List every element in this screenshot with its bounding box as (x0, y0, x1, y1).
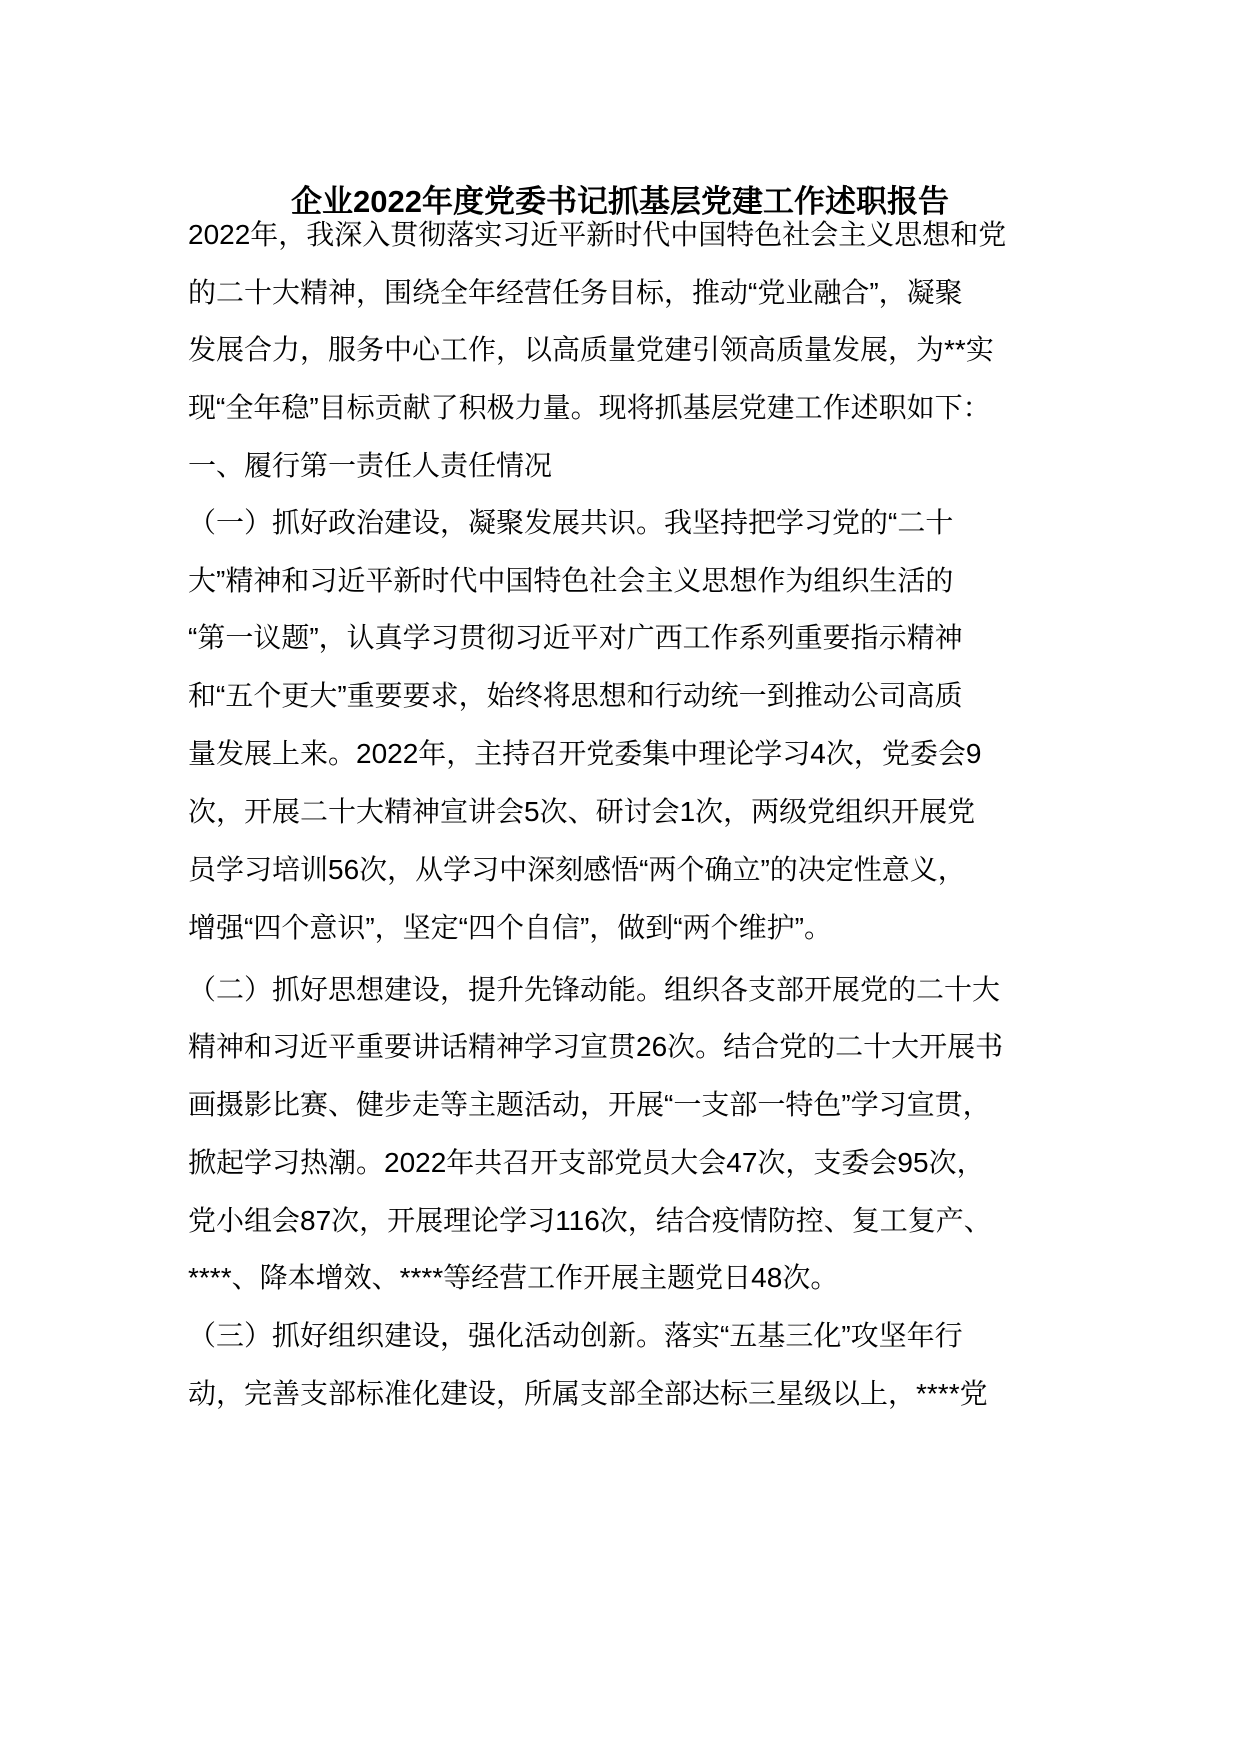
paragraph-line: 增强“四个意识”，坚定“四个自信”，做到“两个维护”。 (188, 912, 832, 943)
paragraph-line: 的二十大精神，围绕全年经营任务目标，推动“党业融合”，凝聚 (188, 277, 963, 308)
paragraph-line: （三）抓好组织建设，强化活动创新。落实“五基三化”攻坚年行 (188, 1320, 963, 1351)
paragraph-line: 员学习培训56次，从学习中深刻感悟“两个确立”的决定性意义， (188, 854, 966, 885)
paragraph-line: 现“全年稳”目标贡献了积极力量。现将抓基层党建工作述职如下： (188, 392, 991, 423)
paragraph-line: （二）抓好思想建设，提升先锋动能。组织各支部开展党的二十大 (188, 974, 1001, 1005)
paragraph-line: 精神和习近平重要讲话精神学习宣贯26次。结合党的二十大开展书 (188, 1031, 1004, 1062)
paragraph-line: （一）抓好政治建设，凝聚发展共识。我坚持把学习党的“二十 (188, 507, 954, 538)
paragraph-line: “第一议题”，认真学习贯彻习近平对广西工作系列重要指示精神 (188, 622, 963, 653)
paragraph-line: 掀起学习热潮。2022年共召开支部党员大会47次，支委会95次， (188, 1147, 985, 1178)
paragraph-line: 和“五个更大”重要要求，始终将思想和行动统一到推动公司高质 (188, 680, 963, 711)
paragraph-line: 量发展上来。2022年，主持召开党委集中理论学习4次，党委会9 (188, 738, 982, 769)
paragraph-line: 党小组会87次，开展理论学习116次，结合疫情防控、复工复产、 (188, 1205, 992, 1236)
paragraph-line: 大”精神和习近平新时代中国特色社会主义思想作为组织生活的 (188, 565, 954, 596)
paragraph-line: 发展合力，服务中心工作，以高质量党建引领高质量发展，为**实 (188, 334, 994, 365)
paragraph-line: 动，完善支部标准化建设，所属支部全部达标三星级以上，****党 (188, 1378, 988, 1409)
paragraph-line: 2022年，我深入贯彻落实习近平新时代中国特色社会主义思想和党 (188, 219, 1007, 250)
paragraph-line: ****、降本增效、****等经营工作开展主题党日48次。 (188, 1262, 839, 1293)
document-title: 企业2022年度党委书记抓基层党建工作述职报告 (291, 184, 949, 219)
section-heading: 一、履行第一责任人责任情况 (188, 450, 553, 481)
paragraph-line: 画摄影比赛、健步走等主题活动，开展“一支部一特色”学习宣贯， (188, 1089, 991, 1120)
paragraph-line: 次，开展二十大精神宣讲会5次、研讨会1次，两级党组织开展党 (188, 796, 976, 827)
